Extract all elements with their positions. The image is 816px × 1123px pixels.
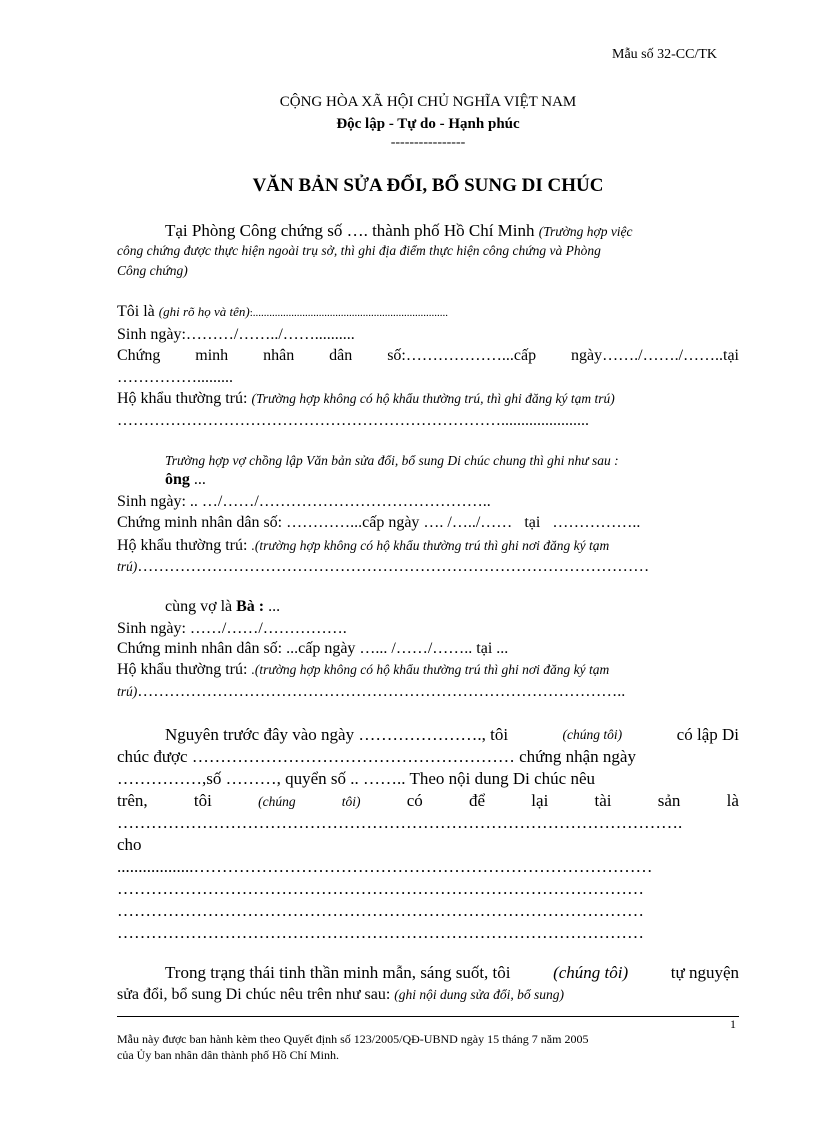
intro-text: Tại Phòng Công chứng số …. thành phố Hồ Chí Minh (Trường hợp việc	[165, 221, 633, 240]
motto: Độc lập - Tự do - Hạnh phúc	[336, 116, 520, 132]
wife-id: Chứng minh nhân dân số: ...cấp ngày …... /……/…….. tại ...	[117, 640, 509, 657]
name-line: Tôi là (ghi rõ họ và tên):.......................................................................	[117, 303, 449, 320]
footer-line1: Mẫu này được ban hành kèm theo Quyết định số 123/2005/QĐ-UBND ngày 15 tháng 7 năm 2005	[117, 1032, 589, 1046]
closing-line1: Trong trạng thái tinh thần minh mẫn, sáng suốt, tôi (chúng tôi) tự nguyện	[165, 963, 739, 982]
wife-residence-cont: trú)………………………………………………………………………………..	[117, 683, 626, 700]
residence-dots: ………………………………………………………………......................	[117, 412, 589, 429]
wife-dob: Sinh ngày: ……/……/…………….	[117, 620, 347, 637]
nation-heading: CỘNG HÒA XÃ HỘI CHỦ NGHĨA VIỆT NAM	[279, 94, 577, 110]
will-line4: trên, tôi (chúng tôi) có để lại tài sản là	[117, 791, 739, 810]
footer-divider	[117, 1016, 739, 1017]
document-title: VĂN BẢN SỬA ĐỔI, BỔ SUNG DI CHÚC	[252, 175, 604, 196]
separator: ----------------	[390, 135, 466, 150]
will-line5: ……………………………………………………………………………………….	[117, 813, 683, 832]
id-line-cont: …………….........	[117, 369, 233, 386]
wife-residence: Hộ khẩu thường trú: .(trường hợp không có hộ khẩu thường trú thì ghi nơi đăng ký tạm	[117, 661, 610, 678]
mr-dob: Sinh ngày: .. …/……/……………………………………..	[117, 493, 491, 510]
closing-line2: sửa đổi, bổ sung Di chúc nêu trên như sau: (ghi nội dung sửa đổi, bổ sung)	[117, 986, 565, 1003]
footer-line2: của Ủy ban nhân dân thành phố Hồ Chí Minh.	[117, 1048, 339, 1062]
mr-residence: Hộ khẩu thường trú: .(trường hợp không có hộ khẩu thường trú thì ghi nơi đăng ký tạm	[117, 537, 610, 554]
dob-line: Sinh ngày:………/……../……..........	[117, 326, 355, 343]
will-line6: cho	[117, 835, 142, 854]
page-number: 1	[730, 1017, 736, 1031]
residence-line: Hộ khẩu thường trú: (Trường hợp không có hộ khẩu thường trú, thì ghi đăng ký tạm trú)	[117, 390, 615, 407]
will-line2: chúc được ………………………………………………… chứng nhận ngày	[117, 747, 636, 766]
intro-note-line3: Công chứng)	[117, 263, 188, 278]
will-line10: …………………………………………………………………………………	[117, 923, 644, 942]
will-line9: …………………………………………………………………………………	[117, 901, 644, 920]
will-line7: ..................………………………………………………………………………	[117, 857, 653, 876]
spouse-case-note: Trường hợp vợ chồng lập Văn bản sửa đổi, bổ sung Di chúc chung thì ghi như sau :	[165, 453, 619, 468]
id-line: Chứng minh nhân dân số:………………...cấp ngày……./……./……..tại	[117, 347, 739, 364]
mr-residence-cont: trú)……………………………………………………………………………………	[117, 558, 650, 575]
will-line8: …………………………………………………………………………………	[117, 879, 644, 898]
will-line3: ……………,số ………, quyển số .. …….. Theo nội dung Di chúc nêu	[117, 769, 596, 788]
form-number: Mẫu số 32-CC/TK	[612, 47, 717, 62]
mr-id: Chứng minh nhân dân số: …………...cấp ngày …. /…../…… tại ……………..	[117, 514, 641, 531]
wife-line: cùng vợ là Bà : ...	[165, 598, 281, 615]
intro-note-line2: công chứng được thực hiện ngoài trụ sở, thì ghi địa điểm thực hiện công chứng và Phòng	[117, 243, 601, 258]
will-line1: Nguyên trước đây vào ngày …………………., tôi (chúng tôi) có lập Di	[165, 725, 739, 744]
mr-line: ông ...	[165, 471, 206, 488]
